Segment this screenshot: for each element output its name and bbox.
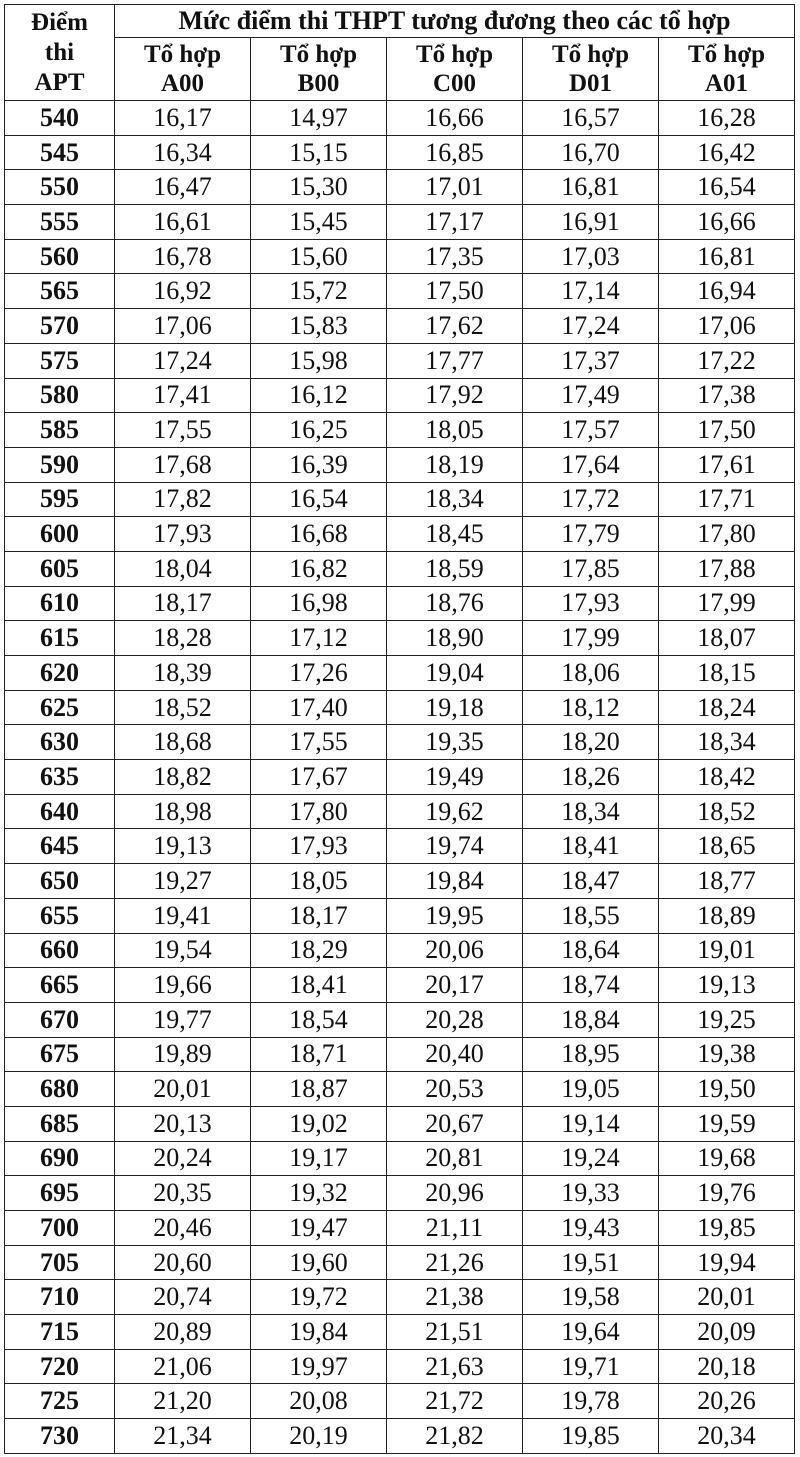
apt-score-cell: 575 (5, 343, 115, 378)
combo-label: Tổ hợp (551, 41, 630, 68)
score-cell-b00: 15,83 (251, 309, 387, 344)
score-cell-a01: 19,59 (659, 1106, 795, 1141)
score-cell-c00: 18,05 (387, 413, 523, 448)
score-cell-b00: 17,26 (251, 656, 387, 691)
score-cell-a00: 16,47 (115, 170, 251, 205)
score-cell-c00: 21,11 (387, 1211, 523, 1246)
apt-score-cell: 610 (5, 586, 115, 621)
score-cell-d01: 19,24 (523, 1141, 659, 1176)
table-row (5, 1384, 795, 1419)
score-cell-d01: 17,37 (523, 343, 659, 378)
score-cell-a01: 19,01 (659, 933, 795, 968)
score-cell-d01: 17,93 (523, 586, 659, 621)
combo-label: Tổ hợp (279, 41, 358, 68)
combo-header-d01 (523, 38, 659, 101)
combo-header-b00 (251, 38, 387, 101)
apt-score-cell: 585 (5, 413, 115, 448)
score-cell-d01: 19,05 (523, 1072, 659, 1107)
score-cell-b00: 19,84 (251, 1315, 387, 1350)
score-cell-d01: 19,71 (523, 1349, 659, 1384)
table-row (5, 725, 795, 760)
table-row (5, 135, 795, 170)
score-cell-b00: 19,97 (251, 1349, 387, 1384)
score-cell-a01: 18,65 (659, 829, 795, 864)
table-row (5, 1141, 795, 1176)
apt-score-cell: 665 (5, 968, 115, 1003)
table-row (5, 205, 795, 240)
score-cell-c00: 17,92 (387, 378, 523, 413)
score-cell-a01: 17,50 (659, 413, 795, 448)
score-cell-c00: 20,53 (387, 1072, 523, 1107)
apt-score-cell: 650 (5, 864, 115, 899)
combo-code: C00 (432, 70, 477, 97)
score-cell-c00: 20,40 (387, 1037, 523, 1072)
table-row (5, 586, 795, 621)
score-cell-d01: 18,34 (523, 794, 659, 829)
score-cell-d01: 17,99 (523, 621, 659, 656)
apt-score-cell: 645 (5, 829, 115, 864)
apt-score-cell: 655 (5, 898, 115, 933)
score-cell-a00: 17,55 (115, 413, 251, 448)
table-row (5, 1315, 795, 1350)
score-cell-b00: 18,05 (251, 864, 387, 899)
score-cell-b00: 18,54 (251, 1002, 387, 1037)
combo-label: Tổ hợp (687, 41, 766, 68)
score-cell-a01: 16,66 (659, 205, 795, 240)
score-cell-d01: 17,64 (523, 447, 659, 482)
score-cell-a00: 18,39 (115, 656, 251, 691)
score-cell-a01: 20,01 (659, 1280, 795, 1315)
table-row (5, 968, 795, 1003)
score-cell-c00: 21,82 (387, 1419, 523, 1454)
score-cell-c00: 17,62 (387, 309, 523, 344)
score-cell-b00: 18,29 (251, 933, 387, 968)
score-cell-d01: 17,49 (523, 378, 659, 413)
table-row (5, 447, 795, 482)
score-cell-c00: 20,06 (387, 933, 523, 968)
score-cell-a00: 20,46 (115, 1211, 251, 1246)
table-row (5, 551, 795, 586)
table-row (5, 1245, 795, 1280)
score-cell-d01: 19,43 (523, 1211, 659, 1246)
score-cell-b00: 15,15 (251, 135, 387, 170)
table-row (5, 101, 795, 136)
score-cell-a01: 18,24 (659, 690, 795, 725)
combo-header-c00 (387, 38, 523, 101)
score-cell-d01: 18,26 (523, 760, 659, 795)
table-row (5, 898, 795, 933)
score-cell-a01: 19,94 (659, 1245, 795, 1280)
table-row (5, 482, 795, 517)
combo-header-a00 (115, 38, 251, 101)
score-cell-c00: 18,45 (387, 517, 523, 552)
score-cell-a00: 19,13 (115, 829, 251, 864)
score-cell-b00: 15,45 (251, 205, 387, 240)
score-cell-b00: 19,72 (251, 1280, 387, 1315)
score-cell-c00: 20,67 (387, 1106, 523, 1141)
apt-score-cell: 720 (5, 1349, 115, 1384)
score-cell-a01: 18,07 (659, 621, 795, 656)
score-cell-d01: 19,78 (523, 1384, 659, 1419)
score-cell-c00: 21,72 (387, 1384, 523, 1419)
score-cell-a01: 16,81 (659, 239, 795, 274)
apt-score-cell: 605 (5, 551, 115, 586)
table-row (5, 1176, 795, 1211)
score-cell-a01: 17,22 (659, 343, 795, 378)
apt-score-cell: 670 (5, 1002, 115, 1037)
score-cell-c00: 17,77 (387, 343, 523, 378)
score-cell-d01: 18,06 (523, 656, 659, 691)
score-cell-a00: 17,68 (115, 447, 251, 482)
table-row (5, 343, 795, 378)
group-title: Mức điểm thi THPT tương đương theo các tổ hợp (115, 5, 795, 38)
apt-score-cell: 685 (5, 1106, 115, 1141)
header-row-combos (5, 38, 795, 101)
score-cell-d01: 17,72 (523, 482, 659, 517)
score-cell-c00: 19,35 (387, 725, 523, 760)
score-cell-c00: 18,19 (387, 447, 523, 482)
score-cell-a00: 16,61 (115, 205, 251, 240)
score-cell-b00: 16,12 (251, 378, 387, 413)
apt-header-line1: Điểm (31, 8, 88, 36)
score-cell-d01: 16,70 (523, 135, 659, 170)
score-cell-a00: 18,68 (115, 725, 251, 760)
score-cell-c00: 21,63 (387, 1349, 523, 1384)
score-cell-b00: 17,55 (251, 725, 387, 760)
table-row (5, 864, 795, 899)
score-cell-c00: 20,28 (387, 1002, 523, 1037)
score-cell-b00: 17,93 (251, 829, 387, 864)
score-cell-a01: 17,88 (659, 551, 795, 586)
combo-code: A01 (704, 70, 749, 97)
score-cell-d01: 18,41 (523, 829, 659, 864)
score-cell-a00: 19,54 (115, 933, 251, 968)
combo-code: A00 (160, 70, 205, 97)
score-cell-c00: 17,50 (387, 274, 523, 309)
table-row (5, 760, 795, 795)
score-cell-a01: 18,15 (659, 656, 795, 691)
apt-score-cell: 675 (5, 1037, 115, 1072)
apt-score-cell: 710 (5, 1280, 115, 1315)
score-cell-c00: 19,95 (387, 898, 523, 933)
score-cell-a01: 17,06 (659, 309, 795, 344)
score-cell-a00: 19,41 (115, 898, 251, 933)
apt-score-cell: 640 (5, 794, 115, 829)
score-cell-a00: 18,82 (115, 760, 251, 795)
score-cell-a01: 18,34 (659, 725, 795, 760)
table-row (5, 690, 795, 725)
score-cell-d01: 16,81 (523, 170, 659, 205)
score-cell-a01: 20,26 (659, 1384, 795, 1419)
score-cell-a01: 18,77 (659, 864, 795, 899)
score-cell-a01: 19,50 (659, 1072, 795, 1107)
score-cell-d01: 18,47 (523, 864, 659, 899)
score-cell-c00: 19,74 (387, 829, 523, 864)
combo-code: B00 (297, 70, 340, 97)
score-cell-a00: 17,82 (115, 482, 251, 517)
score-cell-a00: 16,17 (115, 101, 251, 136)
table-row (5, 794, 795, 829)
table-row (5, 1106, 795, 1141)
score-cell-a00: 21,20 (115, 1384, 251, 1419)
apt-score-cell: 715 (5, 1315, 115, 1350)
table-row (5, 829, 795, 864)
score-cell-a00: 19,27 (115, 864, 251, 899)
score-cell-b00: 15,60 (251, 239, 387, 274)
score-cell-a01: 19,85 (659, 1211, 795, 1246)
apt-score-cell: 550 (5, 170, 115, 205)
table-body (5, 101, 795, 1454)
combo-label: Tổ hợp (415, 41, 494, 68)
score-cell-a01: 16,94 (659, 274, 795, 309)
score-cell-a00: 18,52 (115, 690, 251, 725)
table-row (5, 1419, 795, 1454)
apt-score-cell: 730 (5, 1419, 115, 1454)
score-cell-b00: 16,68 (251, 517, 387, 552)
apt-header-line3: APT (34, 68, 85, 96)
combo-header-a01 (659, 38, 795, 101)
apt-column-header (5, 5, 115, 101)
score-cell-d01: 17,79 (523, 517, 659, 552)
score-cell-a00: 21,34 (115, 1419, 251, 1454)
score-cell-c00: 19,84 (387, 864, 523, 899)
table-row (5, 656, 795, 691)
score-cell-a00: 19,89 (115, 1037, 251, 1072)
table-row (5, 1349, 795, 1384)
score-cell-b00: 16,82 (251, 551, 387, 586)
score-cell-b00: 19,60 (251, 1245, 387, 1280)
score-cell-b00: 19,02 (251, 1106, 387, 1141)
score-cell-c00: 19,04 (387, 656, 523, 691)
score-cell-a01: 17,80 (659, 517, 795, 552)
score-cell-b00: 18,17 (251, 898, 387, 933)
score-cell-a01: 19,38 (659, 1037, 795, 1072)
score-cell-a00: 18,98 (115, 794, 251, 829)
score-cell-a00: 20,01 (115, 1072, 251, 1107)
score-cell-d01: 18,95 (523, 1037, 659, 1072)
apt-score-cell: 580 (5, 378, 115, 413)
score-cell-a01: 20,18 (659, 1349, 795, 1384)
header-row-top (5, 5, 795, 38)
score-cell-b00: 17,12 (251, 621, 387, 656)
score-cell-a01: 20,09 (659, 1315, 795, 1350)
score-cell-b00: 18,71 (251, 1037, 387, 1072)
score-cell-a01: 18,52 (659, 794, 795, 829)
apt-score-cell: 615 (5, 621, 115, 656)
score-cell-b00: 18,87 (251, 1072, 387, 1107)
table-row (5, 1280, 795, 1315)
score-cell-a00: 20,89 (115, 1315, 251, 1350)
table-row (5, 1072, 795, 1107)
score-cell-b00: 17,67 (251, 760, 387, 795)
score-cell-c00: 20,81 (387, 1141, 523, 1176)
apt-score-cell: 545 (5, 135, 115, 170)
score-cell-c00: 17,35 (387, 239, 523, 274)
score-cell-a00: 20,13 (115, 1106, 251, 1141)
score-cell-b00: 17,40 (251, 690, 387, 725)
score-cell-a00: 20,60 (115, 1245, 251, 1280)
score-cell-a00: 17,93 (115, 517, 251, 552)
score-cell-a00: 21,06 (115, 1349, 251, 1384)
apt-score-cell: 590 (5, 447, 115, 482)
score-cell-a01: 18,42 (659, 760, 795, 795)
score-cell-a01: 16,28 (659, 101, 795, 136)
score-cell-b00: 20,19 (251, 1419, 387, 1454)
apt-score-cell: 630 (5, 725, 115, 760)
table-row (5, 309, 795, 344)
score-cell-a00: 16,92 (115, 274, 251, 309)
score-cell-a00: 18,17 (115, 586, 251, 621)
score-cell-d01: 19,64 (523, 1315, 659, 1350)
table-row (5, 621, 795, 656)
score-cell-a01: 16,42 (659, 135, 795, 170)
score-conversion-table (4, 4, 795, 1454)
score-cell-d01: 19,85 (523, 1419, 659, 1454)
score-cell-b00: 19,47 (251, 1211, 387, 1246)
score-cell-a01: 19,13 (659, 968, 795, 1003)
score-cell-d01: 17,24 (523, 309, 659, 344)
score-cell-c00: 21,26 (387, 1245, 523, 1280)
score-cell-c00: 17,01 (387, 170, 523, 205)
score-cell-a00: 18,04 (115, 551, 251, 586)
apt-score-cell: 540 (5, 101, 115, 136)
score-cell-d01: 18,12 (523, 690, 659, 725)
score-cell-c00: 19,49 (387, 760, 523, 795)
score-cell-b00: 20,08 (251, 1384, 387, 1419)
apt-score-cell: 625 (5, 690, 115, 725)
score-cell-a00: 19,66 (115, 968, 251, 1003)
score-cell-d01: 16,57 (523, 101, 659, 136)
score-cell-a01: 17,71 (659, 482, 795, 517)
table-row (5, 933, 795, 968)
score-cell-a01: 17,61 (659, 447, 795, 482)
apt-score-cell: 595 (5, 482, 115, 517)
score-cell-b00: 18,41 (251, 968, 387, 1003)
table-row (5, 274, 795, 309)
score-cell-c00: 18,59 (387, 551, 523, 586)
score-cell-a00: 16,78 (115, 239, 251, 274)
score-cell-c00: 19,62 (387, 794, 523, 829)
score-cell-c00: 20,17 (387, 968, 523, 1003)
score-cell-d01: 18,84 (523, 1002, 659, 1037)
apt-score-cell: 700 (5, 1211, 115, 1246)
apt-score-cell: 565 (5, 274, 115, 309)
score-cell-d01: 16,91 (523, 205, 659, 240)
score-cell-a00: 19,77 (115, 1002, 251, 1037)
apt-score-cell: 705 (5, 1245, 115, 1280)
score-cell-b00: 17,80 (251, 794, 387, 829)
score-cell-a01: 19,25 (659, 1002, 795, 1037)
apt-score-cell: 680 (5, 1072, 115, 1107)
apt-score-cell: 690 (5, 1141, 115, 1176)
score-cell-c00: 21,38 (387, 1280, 523, 1315)
score-cell-a00: 17,06 (115, 309, 251, 344)
table-row (5, 413, 795, 448)
score-cell-b00: 15,72 (251, 274, 387, 309)
score-cell-d01: 17,14 (523, 274, 659, 309)
score-cell-a01: 16,54 (659, 170, 795, 205)
table-row (5, 239, 795, 274)
combo-code: D01 (568, 70, 613, 97)
table-header (5, 5, 795, 101)
table-row (5, 170, 795, 205)
score-cell-d01: 19,58 (523, 1280, 659, 1315)
score-cell-d01: 18,74 (523, 968, 659, 1003)
score-cell-c00: 18,34 (387, 482, 523, 517)
score-cell-b00: 19,17 (251, 1141, 387, 1176)
score-cell-c00: 19,18 (387, 690, 523, 725)
score-cell-c00: 20,96 (387, 1176, 523, 1211)
table-row (5, 1211, 795, 1246)
score-cell-a01: 19,68 (659, 1141, 795, 1176)
score-cell-d01: 18,55 (523, 898, 659, 933)
apt-score-cell: 600 (5, 517, 115, 552)
apt-score-cell: 620 (5, 656, 115, 691)
apt-score-cell: 660 (5, 933, 115, 968)
score-cell-a01: 17,38 (659, 378, 795, 413)
score-cell-b00: 19,32 (251, 1176, 387, 1211)
score-cell-d01: 19,14 (523, 1106, 659, 1141)
score-cell-b00: 15,98 (251, 343, 387, 378)
score-cell-d01: 18,20 (523, 725, 659, 760)
score-cell-c00: 21,51 (387, 1315, 523, 1350)
score-cell-d01: 19,51 (523, 1245, 659, 1280)
score-cell-a00: 17,24 (115, 343, 251, 378)
score-cell-b00: 14,97 (251, 101, 387, 136)
score-cell-a01: 18,89 (659, 898, 795, 933)
score-cell-d01: 18,64 (523, 933, 659, 968)
score-cell-d01: 17,85 (523, 551, 659, 586)
score-cell-a00: 16,34 (115, 135, 251, 170)
apt-score-cell: 555 (5, 205, 115, 240)
table-row (5, 517, 795, 552)
apt-score-cell: 560 (5, 239, 115, 274)
score-cell-c00: 18,76 (387, 586, 523, 621)
score-cell-c00: 16,85 (387, 135, 523, 170)
score-cell-a00: 20,24 (115, 1141, 251, 1176)
score-cell-a00: 20,74 (115, 1280, 251, 1315)
apt-score-cell: 635 (5, 760, 115, 795)
score-cell-c00: 17,17 (387, 205, 523, 240)
table-row (5, 1002, 795, 1037)
score-cell-a01: 17,99 (659, 586, 795, 621)
score-cell-a00: 18,28 (115, 621, 251, 656)
score-cell-a00: 20,35 (115, 1176, 251, 1211)
score-cell-a01: 19,76 (659, 1176, 795, 1211)
apt-score-cell: 695 (5, 1176, 115, 1211)
score-cell-b00: 16,25 (251, 413, 387, 448)
apt-score-cell: 570 (5, 309, 115, 344)
apt-header-line2: thi (44, 38, 75, 66)
score-cell-b00: 16,54 (251, 482, 387, 517)
score-cell-d01: 19,33 (523, 1176, 659, 1211)
score-cell-a00: 17,41 (115, 378, 251, 413)
table-row (5, 378, 795, 413)
combo-label: Tổ hợp (143, 41, 222, 68)
score-cell-c00: 18,90 (387, 621, 523, 656)
score-cell-b00: 16,39 (251, 447, 387, 482)
score-cell-b00: 16,98 (251, 586, 387, 621)
score-cell-a01: 20,34 (659, 1419, 795, 1454)
score-cell-b00: 15,30 (251, 170, 387, 205)
table-row (5, 1037, 795, 1072)
score-cell-d01: 17,57 (523, 413, 659, 448)
score-cell-d01: 17,03 (523, 239, 659, 274)
score-cell-c00: 16,66 (387, 101, 523, 136)
apt-score-cell: 725 (5, 1384, 115, 1419)
